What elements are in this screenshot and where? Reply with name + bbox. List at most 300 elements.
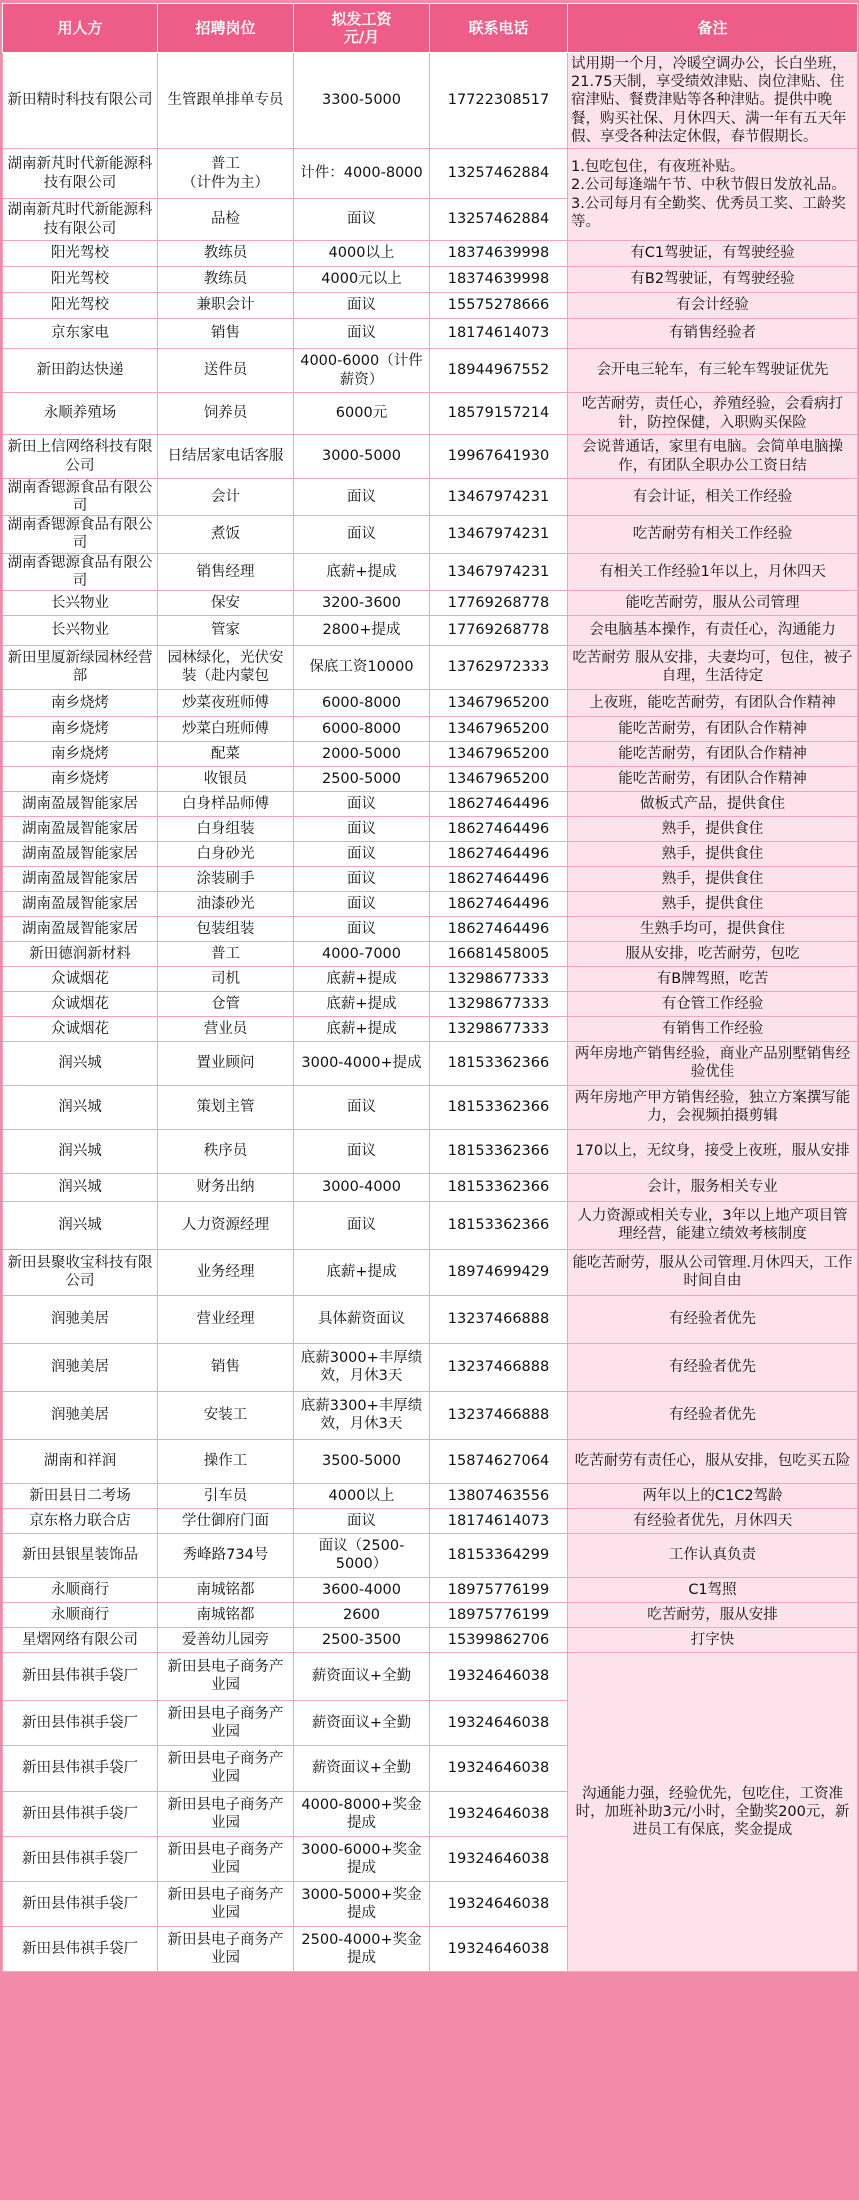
position-cell: 白身砂光 (158, 841, 294, 866)
phone-cell: 13467965200 (430, 689, 568, 716)
phone-cell: 13237466888 (430, 1295, 568, 1343)
table-row (3, 53, 858, 149)
position-cell: 送件员 (158, 349, 294, 393)
employer-cell: 南乡烧烤 (3, 766, 158, 791)
employer-cell: 南乡烧烤 (3, 741, 158, 766)
salary-cell: 面议 (294, 791, 430, 816)
position-cell: 配菜 (158, 741, 294, 766)
notes-cell: 能吃苦耐劳，有团队合作精神 (568, 741, 858, 766)
position-cell: 财务出纳 (158, 1173, 294, 1201)
table-row (3, 891, 858, 916)
salary-cell: 2600 (294, 1602, 430, 1627)
phone-cell: 18153364299 (430, 1533, 568, 1577)
notes-cell: 能吃苦耐劳，有团队合作精神 (568, 716, 858, 741)
table-row (3, 791, 858, 816)
table-row (3, 991, 858, 1016)
employer-cell: 润驰美居 (3, 1295, 158, 1343)
table-row (3, 1085, 858, 1129)
position-cell: 新田县电子商务产业园 (158, 1652, 294, 1700)
notes-cell: 两年房地产甲方销售经验，独立方案撰写能力，会视频拍摄剪辑 (568, 1085, 858, 1129)
salary-cell: 面议 (294, 516, 430, 553)
position-cell: 收银员 (158, 766, 294, 791)
position-cell: 安装工 (158, 1391, 294, 1439)
salary-cell: 具体薪资面议 (294, 1295, 430, 1343)
notes-cell: 生熟手均可，提供食住 (568, 916, 858, 941)
employer-cell: 长兴物业 (3, 590, 158, 615)
phone-cell: 13298677333 (430, 1016, 568, 1041)
notes-cell: 能吃苦耐劳，服从公司管理 (568, 590, 858, 615)
phone-cell: 17722308517 (430, 53, 568, 149)
employer-cell: 永顺商行 (3, 1577, 158, 1602)
phone-cell: 13467965200 (430, 766, 568, 791)
employer-cell: 新田县伟祺手袋厂 (3, 1836, 158, 1881)
salary-cell: 面议 (294, 866, 430, 891)
table-row (3, 516, 858, 553)
position-cell: 策划主管 (158, 1085, 294, 1129)
notes-cell: 会开电三轮车，有三轮车驾驶证优先 (568, 349, 858, 393)
table-row (3, 1627, 858, 1652)
col-header-phone: 联系电话 (430, 4, 568, 53)
employer-cell: 湖南盈晟智能家居 (3, 916, 158, 941)
phone-cell: 15874627064 (430, 1439, 568, 1483)
phone-cell: 18153362366 (430, 1085, 568, 1129)
phone-cell: 13467965200 (430, 741, 568, 766)
table-body (3, 53, 858, 1972)
position-cell: 销售 (158, 319, 294, 349)
table-row (3, 645, 858, 689)
phone-cell: 13807463556 (430, 1483, 568, 1508)
phone-cell: 13762972333 (430, 645, 568, 689)
employer-cell: 湖南新芃时代新能源科技有限公司 (3, 199, 158, 241)
phone-cell: 13237466888 (430, 1343, 568, 1391)
employer-cell: 京东格力联合店 (3, 1508, 158, 1533)
employer-cell: 湖南盈晟智能家居 (3, 791, 158, 816)
employer-cell: 湖南盈晟智能家居 (3, 816, 158, 841)
employer-cell: 众诚烟花 (3, 1016, 158, 1041)
phone-cell: 18374639998 (430, 241, 568, 267)
notes-cell: 吃苦耐劳 服从安排，夫妻均可，包住，被子自理，生活待定 (568, 645, 858, 689)
position-cell: 司机 (158, 966, 294, 991)
notes-cell: 会电脑基本操作，有责任心，沟通能力 (568, 615, 858, 645)
notes-cell: 吃苦耐劳，服从安排 (568, 1602, 858, 1627)
notes-cell: 有销售工作经验 (568, 1016, 858, 1041)
employer-cell: 永顺商行 (3, 1602, 158, 1627)
table-row (3, 590, 858, 615)
employer-cell: 新田县伟祺手袋厂 (3, 1791, 158, 1836)
salary-cell: 面议 (294, 319, 430, 349)
salary-cell: 3600-4000 (294, 1577, 430, 1602)
employer-cell: 新田县银星装饰品 (3, 1533, 158, 1577)
col-header-position: 招聘岗位 (158, 4, 294, 53)
job-table (2, 3, 858, 1972)
table-row (3, 553, 858, 590)
phone-cell: 18944967552 (430, 349, 568, 393)
position-cell: 饲养员 (158, 393, 294, 435)
salary-cell: 面议 (294, 199, 430, 241)
phone-cell: 18627464496 (430, 816, 568, 841)
salary-cell: 底薪+提成 (294, 1249, 430, 1295)
phone-cell: 18374639998 (430, 267, 568, 293)
salary-cell: 计件：4000-8000 (294, 149, 430, 199)
salary-cell: 4000-6000（计件薪资） (294, 349, 430, 393)
phone-cell: 17769268778 (430, 590, 568, 615)
salary-cell: 4000-7000 (294, 941, 430, 966)
table-row (3, 841, 858, 866)
notes-cell: 有销售经验者 (568, 319, 858, 349)
notes-cell: 吃苦耐劳有相关工作经验 (568, 516, 858, 553)
employer-cell: 南乡烧烤 (3, 689, 158, 716)
notes-cell: 会计，服务相关专业 (568, 1173, 858, 1201)
phone-cell: 13467965200 (430, 716, 568, 741)
employer-cell: 湖南新芃时代新能源科技有限公司 (3, 149, 158, 199)
employer-cell: 润兴城 (3, 1085, 158, 1129)
notes-cell: 有会计证，相关工作经验 (568, 479, 858, 516)
salary-cell: 4000以上 (294, 1483, 430, 1508)
table-row (3, 1602, 858, 1627)
position-cell: 秩序员 (158, 1129, 294, 1173)
table-row (3, 319, 858, 349)
salary-cell: 面议 (294, 1508, 430, 1533)
table-row (3, 1439, 858, 1483)
position-cell: 新田县电子商务产业园 (158, 1836, 294, 1881)
notes-cell: C1驾照 (568, 1577, 858, 1602)
notes-cell: 熟手，提供食住 (568, 841, 858, 866)
table-row (3, 1577, 858, 1602)
table-row (3, 241, 858, 267)
phone-cell: 18975776199 (430, 1577, 568, 1602)
notes-cell: 有仓管工作经验 (568, 991, 858, 1016)
employer-cell: 阳光驾校 (3, 241, 158, 267)
table-row (3, 1041, 858, 1085)
position-cell: 品检 (158, 199, 294, 241)
phone-cell: 17769268778 (430, 615, 568, 645)
position-cell: 南城铭都 (158, 1602, 294, 1627)
phone-cell: 18627464496 (430, 916, 568, 941)
phone-cell: 18627464496 (430, 866, 568, 891)
phone-cell: 19324646038 (430, 1700, 568, 1745)
notes-cell: 能吃苦耐劳，服从公司管理.月休四天，工作时间自由 (568, 1249, 858, 1295)
employer-cell: 新田县伟祺手袋厂 (3, 1745, 158, 1791)
table-row (3, 741, 858, 766)
table-row (3, 267, 858, 293)
position-cell: 销售 (158, 1343, 294, 1391)
employer-cell: 新田县伟祺手袋厂 (3, 1652, 158, 1700)
table-row (3, 1391, 858, 1439)
employer-cell: 润驰美居 (3, 1343, 158, 1391)
notes-cell: 有B牌驾照，吃苦 (568, 966, 858, 991)
table-row (3, 1173, 858, 1201)
phone-cell: 19324646038 (430, 1926, 568, 1971)
position-cell: 仓管 (158, 991, 294, 1016)
phone-cell: 18974699429 (430, 1249, 568, 1295)
salary-cell: 3000-5000 (294, 435, 430, 479)
notes-cell: 服从安排，吃苦耐劳，包吃 (568, 941, 858, 966)
position-cell: 爱善幼儿园旁 (158, 1627, 294, 1652)
salary-cell: 面议 (294, 841, 430, 866)
salary-cell: 面议 (294, 1201, 430, 1249)
employer-cell: 湖南盈晟智能家居 (3, 841, 158, 866)
position-cell: 营业经理 (158, 1295, 294, 1343)
notes-cell: 有B2驾驶证，有驾驶经验 (568, 267, 858, 293)
salary-cell: 底薪3000+丰厚绩效，月休3天 (294, 1343, 430, 1391)
notes-cell: 有会计经验 (568, 293, 858, 319)
notes-cell: 熟手，提供食住 (568, 866, 858, 891)
employer-cell: 众诚烟花 (3, 966, 158, 991)
employer-cell: 湖南香锶源食品有限公司 (3, 553, 158, 590)
salary-cell: 底薪3300+丰厚绩效，月休3天 (294, 1391, 430, 1439)
notes-cell: 做板式产品，提供食住 (568, 791, 858, 816)
position-cell: 新田县电子商务产业园 (158, 1700, 294, 1745)
salary-cell: 4000-8000+奖金提成 (294, 1791, 430, 1836)
salary-cell: 保底工资10000 (294, 645, 430, 689)
employer-cell: 润驰美居 (3, 1391, 158, 1439)
position-cell: 引车员 (158, 1483, 294, 1508)
position-cell: 炒菜白班师傅 (158, 716, 294, 741)
employer-cell: 长兴物业 (3, 615, 158, 645)
employer-cell: 永顺养殖场 (3, 393, 158, 435)
phone-cell: 18627464496 (430, 841, 568, 866)
notes-cell: 打字快 (568, 1627, 858, 1652)
position-cell: 煮饭 (158, 516, 294, 553)
salary-cell: 2500-5000 (294, 766, 430, 791)
salary-cell: 6000元 (294, 393, 430, 435)
notes-cell: 有经验者优先 (568, 1391, 858, 1439)
position-cell: 兼职会计 (158, 293, 294, 319)
phone-cell: 13257462884 (430, 199, 568, 241)
employer-cell: 众诚烟花 (3, 991, 158, 1016)
table-row (3, 916, 858, 941)
salary-cell: 面议 (294, 479, 430, 516)
phone-cell: 18153362366 (430, 1041, 568, 1085)
phone-cell: 18627464496 (430, 791, 568, 816)
notes-cell: 两年房地产销售经验，商业产品别墅销售经验优佳 (568, 1041, 858, 1085)
employer-cell: 湖南盈晟智能家居 (3, 891, 158, 916)
notes-cell: 有经验者优先，月休四天 (568, 1508, 858, 1533)
position-cell: 油漆砂光 (158, 891, 294, 916)
notes-cell: 熟手，提供食住 (568, 891, 858, 916)
position-cell: 白身样品师傅 (158, 791, 294, 816)
salary-cell: 面议（2500-5000） (294, 1533, 430, 1577)
phone-cell: 18174614073 (430, 319, 568, 349)
phone-cell: 18153362366 (430, 1129, 568, 1173)
position-cell: 操作工 (158, 1439, 294, 1483)
notes-cell: 吃苦耐劳，责任心，养殖经验，会看病打针，防控保健，入职购买保险 (568, 393, 858, 435)
salary-cell: 3000-4000 (294, 1173, 430, 1201)
table-row (3, 941, 858, 966)
phone-cell: 18579157214 (430, 393, 568, 435)
table-row (3, 1652, 858, 1700)
employer-cell: 新田县日二考场 (3, 1483, 158, 1508)
salary-cell: 4000元以上 (294, 267, 430, 293)
phone-cell: 15399862706 (430, 1627, 568, 1652)
table-row (3, 615, 858, 645)
employer-cell: 润兴城 (3, 1201, 158, 1249)
position-cell: 销售经理 (158, 553, 294, 590)
salary-cell: 4000以上 (294, 241, 430, 267)
salary-cell: 面议 (294, 293, 430, 319)
phone-cell: 13467974231 (430, 479, 568, 516)
employer-cell: 新田上信网络科技有限公司 (3, 435, 158, 479)
position-cell: 涂装刷手 (158, 866, 294, 891)
salary-cell: 面议 (294, 816, 430, 841)
table-row (3, 966, 858, 991)
salary-cell: 2800+提成 (294, 615, 430, 645)
employer-cell: 润兴城 (3, 1041, 158, 1085)
notes-cell: 工作认真负责 (568, 1533, 858, 1577)
table-row (3, 1016, 858, 1041)
salary-cell: 薪资面议+全勤 (294, 1745, 430, 1791)
phone-cell: 19324646038 (430, 1745, 568, 1791)
notes-cell: 吃苦耐劳有责任心，服从安排，包吃买五险 (568, 1439, 858, 1483)
table-row (3, 435, 858, 479)
notes-cell: 试用期一个月，冷暖空调办公，长白坐班，21.75天制，享受绩效津贴、岗位津贴、住宿津贴、餐费津贴等各种津贴。提供中晚餐，购买社保、月休四天、满一年有五天年假、享受各种法定休假，春节假期长。 (568, 53, 858, 149)
employer-cell: 润兴城 (3, 1129, 158, 1173)
notes-cell-merged: 沟通能力强，经验优先，包吃住，工资准时，加班补助3元/小时，全勤奖200元，新进员工有保底，奖金提成 (568, 1652, 858, 1971)
position-cell: 营业员 (158, 1016, 294, 1041)
position-cell: 生管跟单排单专员 (158, 53, 294, 149)
employer-cell: 京东家电 (3, 319, 158, 349)
position-cell: 新田县电子商务产业园 (158, 1791, 294, 1836)
salary-cell: 面议 (294, 1085, 430, 1129)
position-cell: 新田县电子商务产业园 (158, 1926, 294, 1971)
phone-cell: 19324646038 (430, 1836, 568, 1881)
position-cell: 包装组装 (158, 916, 294, 941)
phone-cell: 13467974231 (430, 553, 568, 590)
phone-cell: 15575278666 (430, 293, 568, 319)
position-cell: 教练员 (158, 267, 294, 293)
employer-cell: 润兴城 (3, 1173, 158, 1201)
notes-cell: 熟手，提供食住 (568, 816, 858, 841)
notes-cell: 有经验者优先 (568, 1295, 858, 1343)
position-cell: 秀峰路734号 (158, 1533, 294, 1577)
table-row (3, 393, 858, 435)
employer-cell: 湖南香锶源食品有限公司 (3, 516, 158, 553)
notes-cell: 有C1驾驶证，有驾驶经验 (568, 241, 858, 267)
notes-cell-merged: 1.包吃包住，有夜班补贴。 2.公司每逢端午节、中秋节假日发放礼品。 3.公司每月有全勤奖、优秀员工奖、工龄奖等。 (568, 149, 858, 241)
phone-cell: 13298677333 (430, 966, 568, 991)
position-cell: 普工 （计件为主） (158, 149, 294, 199)
phone-cell: 19967641930 (430, 435, 568, 479)
phone-cell: 19324646038 (430, 1791, 568, 1836)
position-cell: 管家 (158, 615, 294, 645)
employer-cell: 阳光驾校 (3, 267, 158, 293)
phone-cell: 18153362366 (430, 1173, 568, 1201)
position-cell: 园林绿化，光伏安装（赴内蒙包 (158, 645, 294, 689)
employer-cell: 新田县伟祺手袋厂 (3, 1881, 158, 1926)
phone-cell: 13257462884 (430, 149, 568, 199)
salary-cell: 6000-8000 (294, 716, 430, 741)
table-row (3, 1343, 858, 1391)
salary-cell: 3200-3600 (294, 590, 430, 615)
table-header-row (3, 4, 858, 53)
table-row (3, 349, 858, 393)
position-cell: 普工 (158, 941, 294, 966)
col-header-salary: 拟发工资 元/月 (294, 4, 430, 53)
salary-cell: 2500-3500 (294, 1627, 430, 1652)
table-row (3, 293, 858, 319)
table-row (3, 1508, 858, 1533)
position-cell: 新田县电子商务产业园 (158, 1881, 294, 1926)
position-cell: 保安 (158, 590, 294, 615)
salary-cell: 3500-5000 (294, 1439, 430, 1483)
table-row (3, 766, 858, 791)
employer-cell: 新田精时科技有限公司 (3, 53, 158, 149)
table-row (3, 479, 858, 516)
table-row (3, 716, 858, 741)
salary-cell: 3000-6000+奖金提成 (294, 1836, 430, 1881)
position-cell: 人力资源经理 (158, 1201, 294, 1249)
table-row (3, 1533, 858, 1577)
employer-cell: 阳光驾校 (3, 293, 158, 319)
phone-cell: 13237466888 (430, 1391, 568, 1439)
table-row (3, 816, 858, 841)
table-row (3, 149, 858, 199)
notes-cell: 能吃苦耐劳，有团队合作精神 (568, 766, 858, 791)
salary-cell: 底薪+提成 (294, 553, 430, 590)
salary-cell: 面议 (294, 1129, 430, 1173)
position-cell: 教练员 (158, 241, 294, 267)
position-cell: 白身组装 (158, 816, 294, 841)
employer-cell: 新田县伟祺手袋厂 (3, 1926, 158, 1971)
position-cell: 南城铭都 (158, 1577, 294, 1602)
employer-cell: 新田德润新材料 (3, 941, 158, 966)
col-header-notes: 备注 (568, 4, 858, 53)
phone-cell: 18174614073 (430, 1508, 568, 1533)
employer-cell: 新田韵达快递 (3, 349, 158, 393)
phone-cell: 13298677333 (430, 991, 568, 1016)
employer-cell: 新田县伟祺手袋厂 (3, 1700, 158, 1745)
table-row (3, 1295, 858, 1343)
position-cell: 学仕御府门面 (158, 1508, 294, 1533)
position-cell: 业务经理 (158, 1249, 294, 1295)
salary-cell: 面议 (294, 916, 430, 941)
notes-cell: 会说普通话，家里有电脑。会简单电脑操作，有团队全职办公工资日结 (568, 435, 858, 479)
table-row (3, 1129, 858, 1173)
phone-cell: 18153362366 (430, 1201, 568, 1249)
salary-cell: 面议 (294, 891, 430, 916)
phone-cell: 19324646038 (430, 1652, 568, 1700)
phone-cell: 19324646038 (430, 1881, 568, 1926)
notes-cell: 上夜班，能吃苦耐劳，有团队合作精神 (568, 689, 858, 716)
table-row (3, 1483, 858, 1508)
employer-cell: 湖南盈晟智能家居 (3, 866, 158, 891)
salary-cell: 2500-4000+奖金提成 (294, 1926, 430, 1971)
employer-cell: 南乡烧烤 (3, 716, 158, 741)
salary-cell: 薪资面议+全勤 (294, 1652, 430, 1700)
position-cell: 置业顾问 (158, 1041, 294, 1085)
notes-cell: 有相关工作经验1年以上，月休四天 (568, 553, 858, 590)
salary-cell: 薪资面议+全勤 (294, 1700, 430, 1745)
phone-cell: 13467974231 (430, 516, 568, 553)
table-row (3, 1201, 858, 1249)
position-cell: 炒菜夜班师傅 (158, 689, 294, 716)
position-cell: 日结居家电话客服 (158, 435, 294, 479)
position-cell: 会计 (158, 479, 294, 516)
salary-cell: 3300-5000 (294, 53, 430, 149)
phone-cell: 16681458005 (430, 941, 568, 966)
phone-cell: 18975776199 (430, 1602, 568, 1627)
employer-cell: 星熠网络有限公司 (3, 1627, 158, 1652)
notes-cell: 170以上，无纹身，接受上夜班，服从安排 (568, 1129, 858, 1173)
notes-cell: 人力资源或相关专业，3年以上地产项目管理经营，能建立绩效考核制度 (568, 1201, 858, 1249)
salary-cell: 6000-8000 (294, 689, 430, 716)
salary-cell: 2000-5000 (294, 741, 430, 766)
employer-cell: 新田里厦新绿园林经营部 (3, 645, 158, 689)
salary-cell: 底薪+提成 (294, 1016, 430, 1041)
employer-cell: 湖南香锶源食品有限公司 (3, 479, 158, 516)
employer-cell: 新田县聚收宝科技有限公司 (3, 1249, 158, 1295)
table-row (3, 866, 858, 891)
